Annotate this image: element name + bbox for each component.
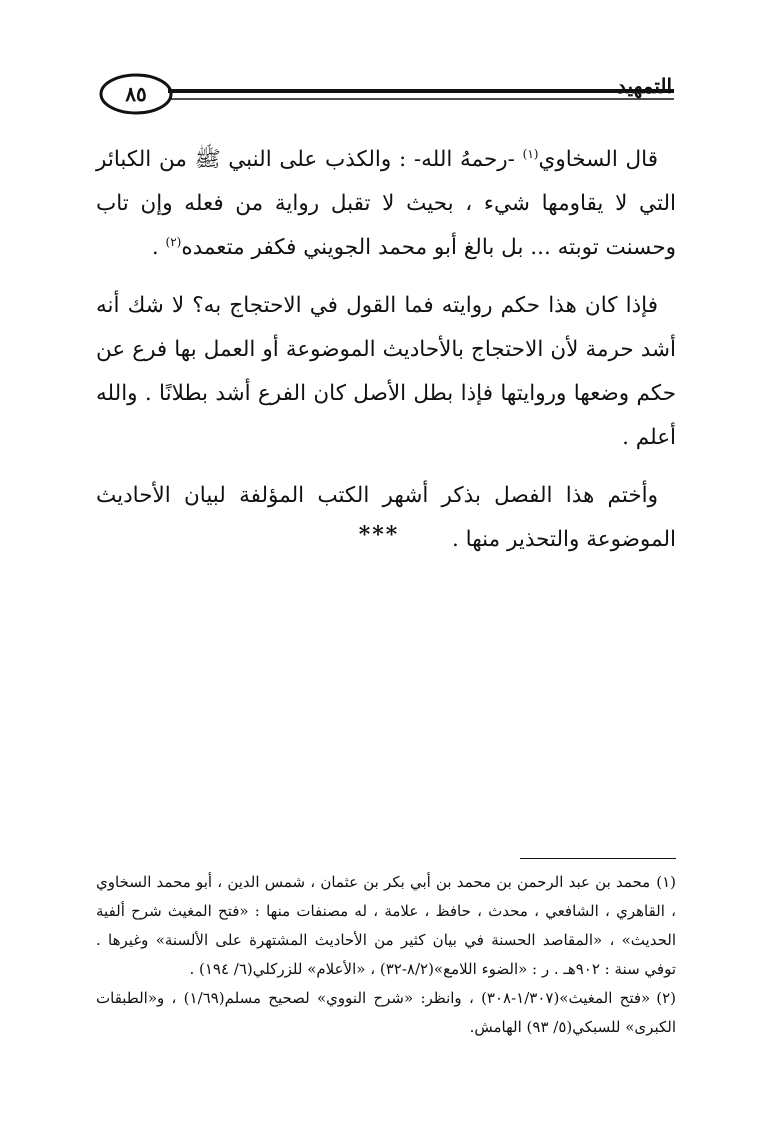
footnote-ref-1: (١)	[522, 146, 539, 161]
footnotes	[96, 868, 676, 1042]
paragraph-2: فإذا كان هذا حكم روايته فما القول في الاحتجاج به؟ لا شك أنه أشد حرمة لأن الاحتجاج بالأحاديث الموضوعة أو العمل بها فرع عن حكم وضعها وروايتها فإذا بطل الأصل كان الفرع أشد بطلانًا . والله أعلم .	[96, 293, 676, 450]
paragraph-3: وأختم هذا الفصل بذكر أشهر الكتب المؤلفة لبيان الأحاديث الموضوعة والتحذير منها .	[96, 483, 676, 552]
paragraph-1-part-1: قال السخاوي	[538, 147, 658, 172]
paragraph-1	[96, 138, 676, 270]
footnote-divider	[520, 858, 676, 859]
footnote-1	[96, 868, 676, 984]
paragraph-1-part-2: -رحمهُ الله- : والكذب على النبي ﷺ من الكبائر التي لا يقاومها شيء ، بحيث لا تقبل رواية من فعله وإن تاب وحسنت توبته ... بل بالغ أبو محمد الجويني فكفر متعمده	[96, 147, 676, 260]
page-number: ٨٥	[125, 82, 147, 106]
section-separator: ***	[358, 522, 400, 548]
main-text	[96, 138, 676, 576]
page-header	[98, 72, 674, 116]
footnote-2-number: (٢)	[656, 989, 677, 1007]
footnote-2-text: «فتح المغيث»(١/٣٠٧-٣٠٨) ، وانظر: «شرح النووي» لصحيح مسلم(١/٦٩) ، و«الطبقات الكبرى» للسبكي(٥/ ٩٣) الهامش.	[96, 989, 676, 1036]
header-title: التمهيد	[617, 74, 672, 98]
footnote-ref-2: (٢)	[165, 234, 182, 249]
paragraph-1-part-3: .	[151, 235, 166, 260]
footnote-1-number: (١)	[656, 873, 676, 891]
header-ornament	[98, 72, 674, 116]
footnote-2	[96, 984, 676, 1042]
footnote-1-text: محمد بن عبد الرحمن بن محمد بن أبي بكر بن عثمان ، شمس الدين ، أبو محمد السخاوي ، القاهري ، الشافعي ، محدث ، حافظ ، علامة ، له مصنفات منها : «فتح المغيث شرح ألفية الحديث» ، «المقاصد الحسنة في بيان كثير من الأحاديث المشتهرة على الألسنة» وغيرها . توفي سنة : ٩٠٢هـ . ر : «الضوء اللامع»(٨/٢-٣٢) ، «الأعلام» للزركلي(٦/ ١٩٤) .	[96, 873, 676, 978]
